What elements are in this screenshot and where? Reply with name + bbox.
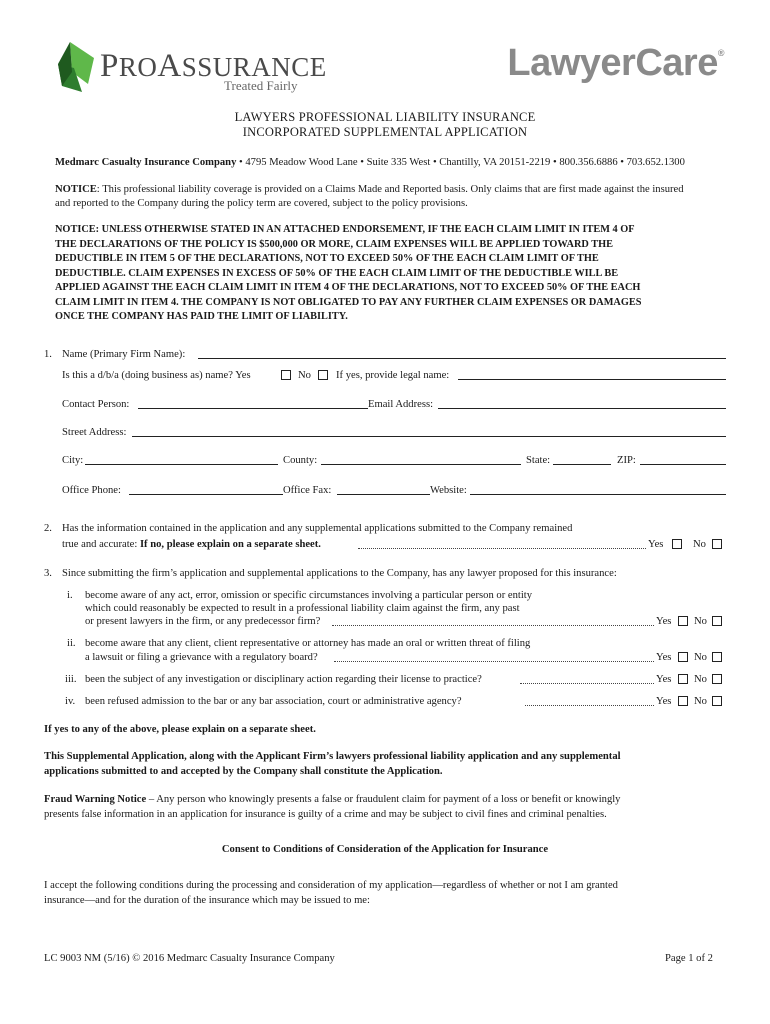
form-title-line1: LAWYERS PROFESSIONAL LIABILITY INSURANCE — [234, 110, 536, 124]
q3-item-i-roman: i. — [67, 590, 73, 601]
q1-phone-label: Office Phone: — [62, 485, 121, 496]
email-address-field[interactable] — [438, 397, 726, 409]
notice-claim-expenses-line6: CLAIM LIMIT IN ITEM 4. THE COMPANY IS NOT OBLIGATED TO PAY ANY FURTHER CLAIM EXPENSES OR DAMAGES — [55, 296, 642, 308]
q3-item-i-no-checkbox[interactable] — [712, 616, 722, 626]
county-field[interactable] — [321, 453, 521, 465]
q2-yes-checkbox[interactable] — [672, 539, 682, 549]
q3-item-iii-no-checkbox[interactable] — [712, 674, 722, 684]
lawyercare-logo: LawyerCare® — [507, 42, 724, 84]
q3-item-i-yes-checkbox[interactable] — [678, 616, 688, 626]
q3-item-i-yes-label: Yes — [656, 616, 672, 627]
q1-name-label: Name (Primary Firm Name): — [62, 349, 186, 360]
q3-item-iii-yes-label: Yes — [656, 674, 672, 685]
q3-item-iv-roman: iv. — [65, 696, 76, 707]
website-field[interactable] — [470, 483, 726, 495]
supplemental-line2: applications submitted to and accepted by the Company shall constitute the Application. — [44, 766, 443, 777]
footer-form-number: LC 9003 NM (5/16) © 2016 Medmarc Casualty Insurance Company — [44, 953, 335, 964]
q1-dba-label: Is this a d/b/a (doing business as) name? Yes — [62, 370, 251, 381]
q1-street-label: Street Address: — [62, 427, 127, 438]
q3-item-ii-yes-label: Yes — [656, 652, 672, 663]
q3-item-i-leader-dots — [332, 616, 654, 626]
q2-number: 2. — [44, 523, 52, 534]
q3-item-iii-line1: been the subject of any investigation or disciplinary action regarding their license to practice? — [85, 674, 482, 685]
consent-line1: I accept the following conditions during the processing and consideration of my application—regardless of whether or not I am granted — [44, 880, 618, 891]
notice-claim-expenses-line2: THE DECLARATIONS OF THE POLICY IS $500,000 OR MORE, CLAIM EXPENSES WILL BE APPLIED TOWARD THE — [55, 238, 613, 250]
form-title-line2: INCORPORATED SUPPLEMENTAL APPLICATION — [242, 125, 528, 139]
q1-fax-label: Office Fax: — [283, 485, 332, 496]
legal-name-field[interactable] — [458, 368, 726, 380]
notice-claims-made: NOTICE: This professional liability coverage is provided on a Claims Made and Reported basis. Only claims that are first made against the insured — [55, 184, 684, 195]
q1-city-label: City: — [62, 455, 84, 466]
q2-yes-label: Yes — [648, 539, 664, 550]
proassurance-logo — [58, 40, 327, 96]
state-field[interactable] — [553, 453, 611, 465]
notice-claim-expenses-line4: DEDUCTIBLE. CLAIM EXPENSES IN EXCESS OF 50% OF THE EACH CLAIM LIMIT OF THE DEDUCTIBLE WILL BE — [55, 267, 619, 279]
q3-number: 3. — [44, 568, 52, 579]
footer-page-number: Page 1 of 2 — [665, 953, 713, 964]
q1-county-label: County: — [283, 455, 318, 466]
city-field[interactable] — [85, 453, 278, 465]
q3-item-iii-yes-checkbox[interactable] — [678, 674, 688, 684]
q3-item-i-line1: become aware of any act, error, omission or specific circumstances involving a particular person or entity — [85, 590, 532, 601]
q3-item-iv-line1: been refused admission to the bar or any bar association, court or administrative agency? — [85, 696, 462, 707]
explain-note: If yes to any of the above, please explain on a separate sheet. — [44, 724, 316, 735]
q1-dba-no-label: No — [298, 370, 311, 381]
q3-item-ii-line2: a lawsuit or filing a grievance with a regulatory board? — [85, 652, 318, 663]
notice-claim-expenses-line3: DEDUCTIBLE IN ITEM 5 OF THE DECLARATIONS, NOT TO EXCEED 50% OF THE EACH CLAIM LIMIT OF THE — [55, 253, 599, 264]
q1-zip-label: ZIP: — [617, 455, 636, 466]
q3-item-iii-no-label: No — [694, 674, 707, 685]
q3-item-ii-leader-dots — [334, 652, 654, 662]
contact-person-field[interactable] — [138, 397, 368, 409]
q2-line2: true and accurate: If no, please explain on a separate sheet. — [62, 539, 321, 550]
q3-item-ii-yes-checkbox[interactable] — [678, 652, 688, 662]
consent-line2: insurance—and for the duration of the insurance which may be issued to me: — [44, 895, 370, 906]
q2-leader-dots — [358, 539, 646, 549]
dba-yes-checkbox[interactable] — [281, 370, 291, 380]
fraud-warning-line1: Fraud Warning Notice – Any person who knowingly presents a false or fraudulent claim for payment of a loss or benefit or knowingly — [44, 794, 621, 805]
q3-item-iv-yes-label: Yes — [656, 696, 672, 707]
q3-intro: Since submitting the firm’s application and supplemental applications to the Company, has any lawyer proposed for this insurance: — [62, 568, 617, 579]
q1-legal-name-label: If yes, provide legal name: — [336, 370, 450, 381]
q3-item-iii-leader-dots — [520, 674, 654, 684]
q3-item-ii-no-checkbox[interactable] — [712, 652, 722, 662]
notice-claim-expenses-line7: ONCE THE COMPANY HAS PAID THE LIMIT OF LIABILITY. — [55, 311, 348, 322]
q3-item-ii-roman: ii. — [67, 638, 76, 649]
q3-item-ii-line1: become aware that any client, client representative or attorney has made an oral or written threat of filing — [85, 638, 531, 649]
proassurance-leaf-icon — [58, 42, 94, 92]
office-phone-field[interactable] — [129, 483, 283, 495]
q3-item-ii-no-label: No — [694, 652, 707, 663]
q3-item-iii-roman: iii. — [65, 674, 77, 685]
supplemental-line1: This Supplemental Application, along with the Applicant Firm’s lawyers professional liability application and any supplemental — [44, 751, 621, 762]
notice-claim-expenses-line5: APPLIED AGAINST THE EACH CLAIM LIMIT IN ITEM 4 OF THE DECLARATIONS, NOT TO EXCEED 50% OF THE EACH — [55, 282, 641, 293]
consent-heading: Consent to Conditions of Consideration of the Application for Insurance — [221, 844, 549, 855]
q1-email-label: Email Address: — [368, 399, 434, 410]
office-fax-field[interactable] — [337, 483, 430, 495]
dba-no-checkbox[interactable] — [318, 370, 328, 380]
q1-website-label: Website: — [430, 485, 467, 496]
fraud-warning-line2: presents false information in an application for insurance is guilty of a crime and may be subject to civil fines and criminal penalties. — [44, 809, 607, 820]
q2-no-checkbox[interactable] — [712, 539, 722, 549]
q2-no-label: No — [693, 539, 706, 550]
q3-item-i-line3: or present lawyers in the firm, or any predecessor firm? — [85, 616, 321, 627]
notice-claim-expenses-line1: NOTICE: UNLESS OTHERWISE STATED IN AN ATTACHED ENDORSEMENT, IF THE EACH CLAIM LIMIT IN ITEM 4 OF — [55, 224, 635, 235]
q3-item-iv-leader-dots — [525, 696, 654, 706]
street-address-field[interactable] — [132, 425, 726, 437]
proassurance-tagline: Treated Fairly — [224, 78, 298, 93]
notice-claims-made-line2: and reported to the Company during the policy term are covered, subject to the policy provisions. — [55, 198, 468, 209]
q2-line1: Has the information contained in the application and any supplemental applications submitted to the Company remained — [62, 523, 573, 534]
company-line: Medmarc Casualty Insurance Company • 4795 Meadow Wood Lane • Suite 335 West • Chantilly, VA 20151-2219 • 800.356.6886 • 703.652.1300 — [55, 157, 685, 168]
q1-contact-label: Contact Person: — [62, 399, 130, 410]
q3-item-i-line2: which could reasonably be expected to result in a professional liability claim against the firm, any past — [85, 603, 520, 614]
q1-state-label: State: — [526, 455, 551, 466]
zip-field[interactable] — [640, 453, 726, 465]
q3-item-i-no-label: No — [694, 616, 707, 627]
proassurance-wordmark: PROASSURANCE — [100, 48, 327, 84]
q3-item-iv-no-label: No — [694, 696, 707, 707]
q3-item-iv-no-checkbox[interactable] — [712, 696, 722, 706]
q3-item-iv-yes-checkbox[interactable] — [678, 696, 688, 706]
q1-number: 1. — [44, 349, 52, 360]
firm-name-field[interactable] — [198, 347, 726, 359]
